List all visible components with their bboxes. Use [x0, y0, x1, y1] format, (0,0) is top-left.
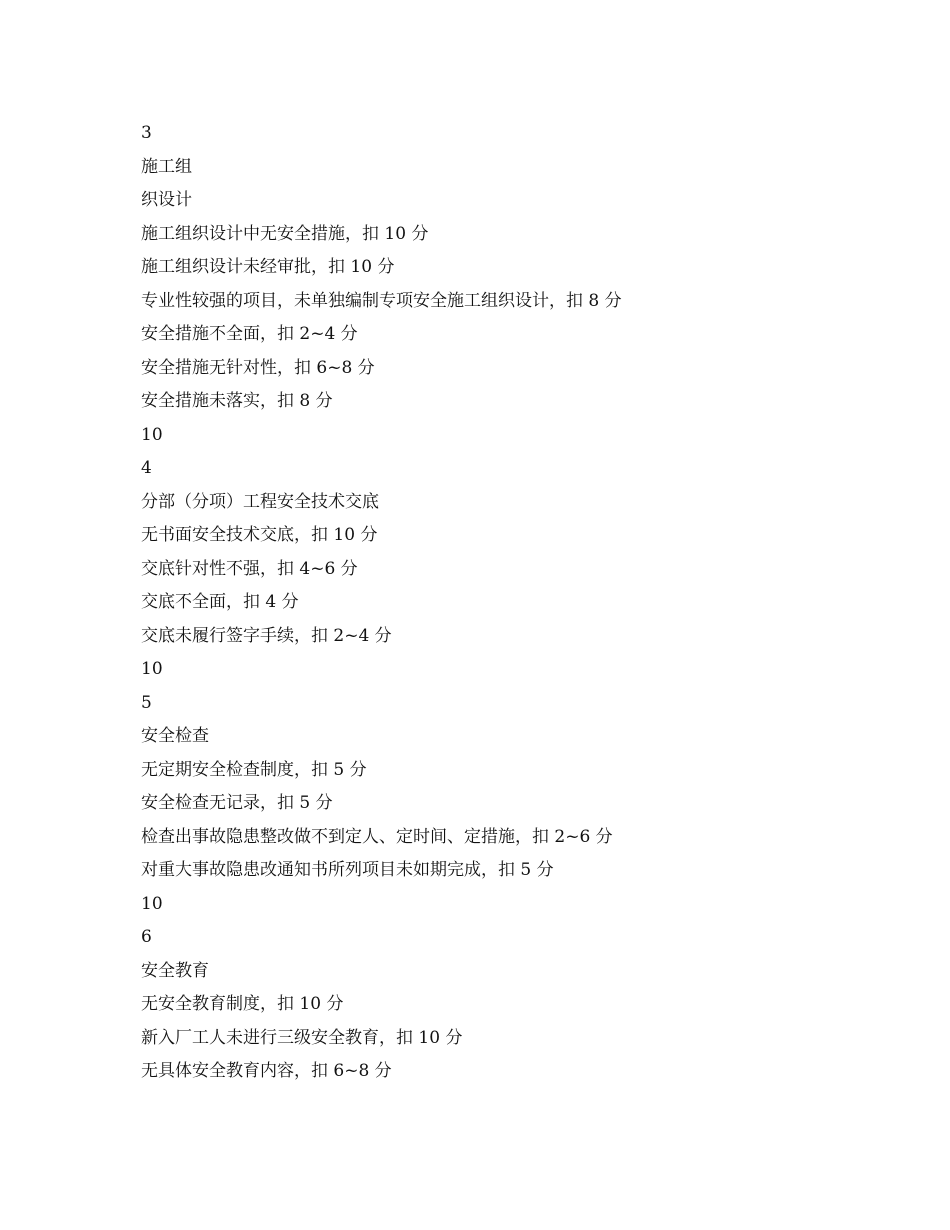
- item-number: 4: [141, 458, 152, 478]
- deduction-rule: 无定期安全检查制度，扣 5 分: [141, 759, 367, 780]
- deduction-rule: 无安全教育制度，扣 10 分: [141, 994, 344, 1014]
- item-score: 10: [141, 659, 163, 679]
- deduction-rule: 施工组织设计中无安全措施，扣 10 分: [141, 223, 429, 244]
- deduction-rule: 交底针对性不强，扣 4~6 分: [141, 558, 358, 579]
- deduction-rule: 专业性较强的项目，未单独编制专项安全施工组织设计，扣 8 分: [141, 290, 622, 311]
- deduction-rule: 无具体安全教育内容，扣 6~8 分: [141, 1061, 392, 1081]
- item-number: 6: [141, 927, 152, 947]
- item-title: 安全检查: [141, 726, 209, 746]
- item-title: 施工组: [141, 156, 192, 177]
- item-score: 10: [141, 893, 163, 914]
- item-number: 5: [141, 692, 152, 713]
- item-number: 3: [141, 123, 152, 143]
- document-text-block: [141, 117, 901, 1089]
- item-title: 分部（分项）工程安全技术交底: [141, 491, 379, 512]
- item-title: 安全教育: [141, 960, 209, 981]
- item-title: 织设计: [141, 190, 192, 210]
- deduction-rule: 新入厂工人未进行三级安全教育，扣 10 分: [141, 1027, 463, 1048]
- deduction-rule: 检查出事故隐患整改做不到定人、定时间、定措施，扣 2~6 分: [141, 826, 613, 847]
- deduction-rule: 无书面安全技术交底，扣 10 分: [141, 525, 378, 545]
- deduction-rule: 安全措施不全面，扣 2~4 分: [141, 324, 358, 344]
- deduction-rule: 安全检查无记录，扣 5 分: [141, 793, 333, 813]
- deduction-rule: 施工组织设计未经审批，扣 10 分: [141, 257, 395, 277]
- deduction-rule: 交底不全面，扣 4 分: [141, 592, 299, 612]
- deduction-rule: 安全措施无针对性，扣 6~8 分: [141, 357, 375, 378]
- deduction-rule: 对重大事故隐患改通知书所列项目未如期完成，扣 5 分: [141, 860, 554, 880]
- deduction-rule: 安全措施未落实，扣 8 分: [141, 391, 333, 411]
- deduction-rule: 交底未履行签字手续，扣 2~4 分: [141, 625, 392, 646]
- item-score: 10: [141, 424, 163, 445]
